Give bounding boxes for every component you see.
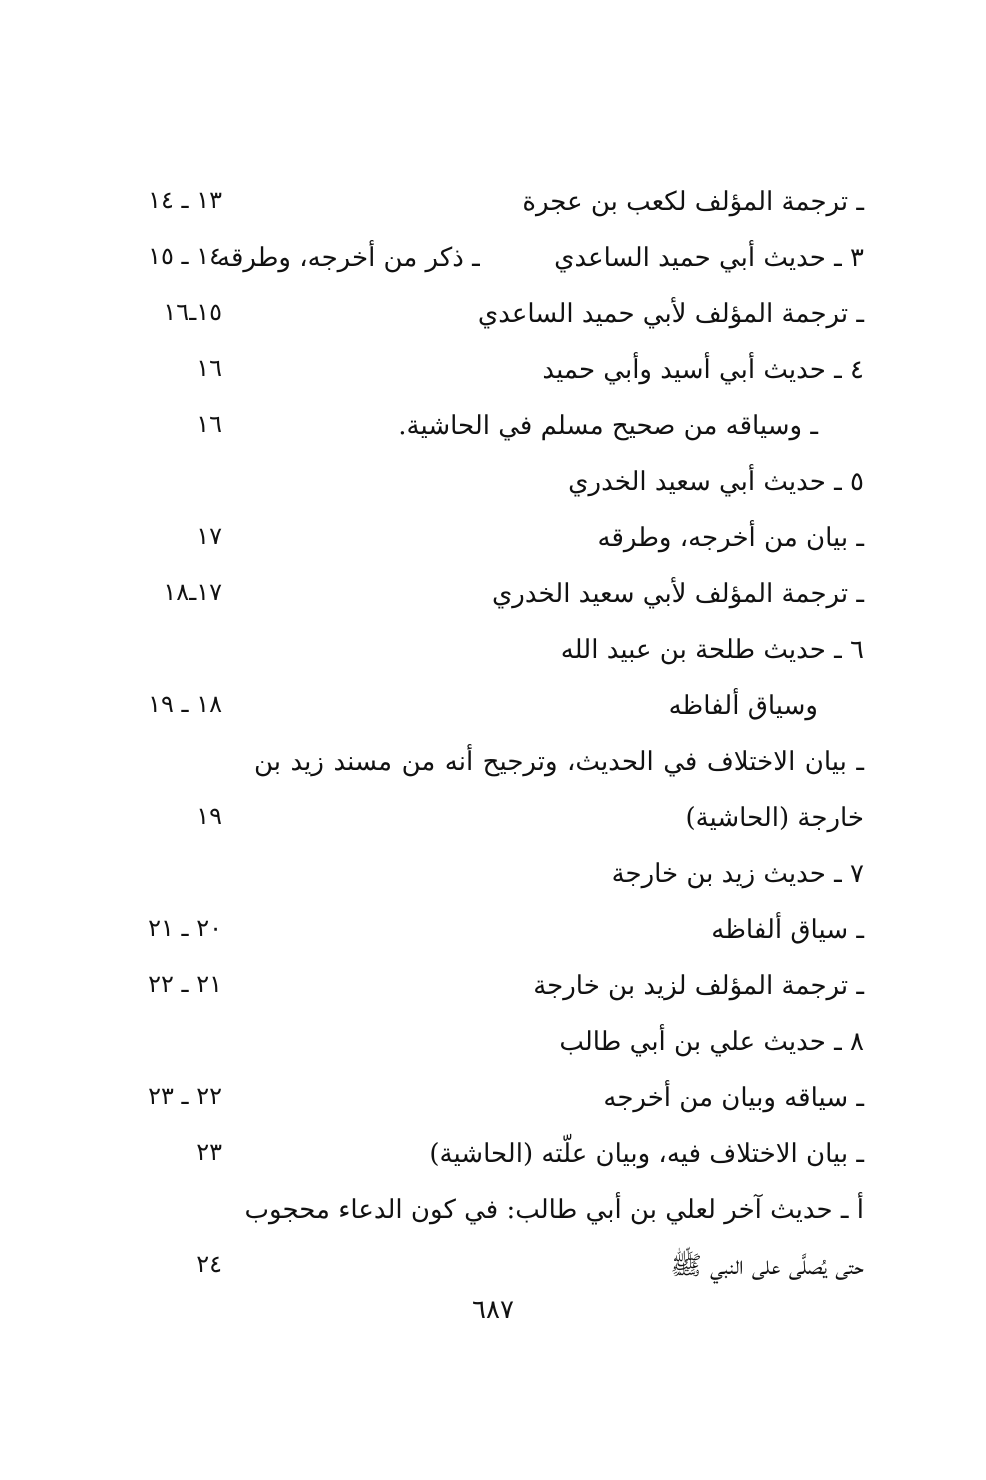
toc-entry-text: ـ ترجمة المؤلف لأبي حميد الساعدي [477,299,864,329]
toc-row [0,288,986,344]
toc-row [0,736,986,792]
toc-entry-text: ـ بيان الاختلاف في الحديث، وترجيح أنه من مسند زيد بن [254,747,864,777]
toc-row [0,568,986,624]
toc-entry-pages: ١٦ [196,354,222,382]
toc-row [0,176,986,232]
toc-entry-pages: ١٥ـ١٦ [163,298,222,326]
toc-row [0,1240,986,1296]
toc-entry-text: وسياق ألفاظه [668,691,818,721]
toc-entry-pages: ٢٠ ـ ٢١ [148,914,222,942]
toc-entry-text: ـ سياق ألفاظه [711,915,864,945]
toc-entry-text: خارجة (الحاشية) [685,803,864,833]
toc-entry-text: ٣ ـ حديث أبي حميد الساعدي ـ ذكر من أخرجه، وطرقه [217,243,864,273]
toc-entry-text: ـ ترجمة المؤلف لزيد بن خارجة [533,971,864,1001]
toc-entry-text: ـ بيان الاختلاف فيه، وبيان علّته (الحاشية) [429,1139,864,1169]
toc-row [0,1072,986,1128]
toc-entry-pages: ٢١ ـ ٢٢ [148,970,222,998]
toc-entry-text: ـ ترجمة المؤلف لأبي سعيد الخدري [491,579,864,609]
toc-entry-pages: ١٧ـ١٨ [163,578,222,606]
toc-entry-text: ٥ ـ حديث أبي سعيد الخدري [568,467,864,497]
toc-row [0,400,986,456]
toc-entry-text: ـ بيان من أخرجه، وطرقه [597,523,864,553]
toc-entry-pages: ١٧ [196,522,222,550]
toc-entry-pages: ١٤ ـ ١٥ [148,242,222,270]
toc-row [0,1184,986,1240]
page-number: ٦٨٧ [472,1295,514,1325]
toc-row [0,624,986,680]
toc-entry-text: ـ سياقه وبيان من أخرجه [603,1083,864,1113]
toc-entry-text: ـ ترجمة المؤلف لكعب بن عجرة [522,187,864,217]
toc-entry-text: أ ـ حديث آخر لعلي بن أبي طالب: في كون الدعاء محجوب [244,1195,864,1225]
toc-row [0,232,986,288]
toc-entry-text: ـ وسياقه من صحيح مسلم في الحاشية. [398,411,818,441]
toc-entry-text: ٦ ـ حديث طلحة بن عبيد الله [560,635,864,665]
toc-row [0,848,986,904]
toc-row [0,792,986,848]
toc-row [0,1128,986,1184]
toc-entry-text: ٨ ـ حديث علي بن أبي طالب [559,1027,864,1057]
toc-entry-pages: ١٨ ـ ١٩ [148,690,222,718]
toc-entry-text: حتى يُصلَّى على النبي ﷺ [670,1251,864,1281]
toc-row [0,456,986,512]
toc-row [0,344,986,400]
toc-entry-pages: ٢٢ ـ ٢٣ [148,1082,222,1110]
toc-entry-pages: ١٣ ـ ١٤ [148,186,222,214]
toc-row [0,680,986,736]
toc-entry-text: ٧ ـ حديث زيد بن خارجة [611,859,864,889]
toc-row [0,960,986,1016]
toc-row [0,1016,986,1072]
toc-entry-pages: ٢٣ [196,1138,222,1166]
toc-entry-pages: ١٦ [196,410,222,438]
toc-entry-pages: ٢٤ [196,1250,222,1278]
toc-entry-text: ٤ ـ حديث أبي أسيد وأبي حميد [542,355,864,385]
toc-entry-pages: ١٩ [196,802,222,830]
toc-row [0,904,986,960]
toc-row [0,512,986,568]
